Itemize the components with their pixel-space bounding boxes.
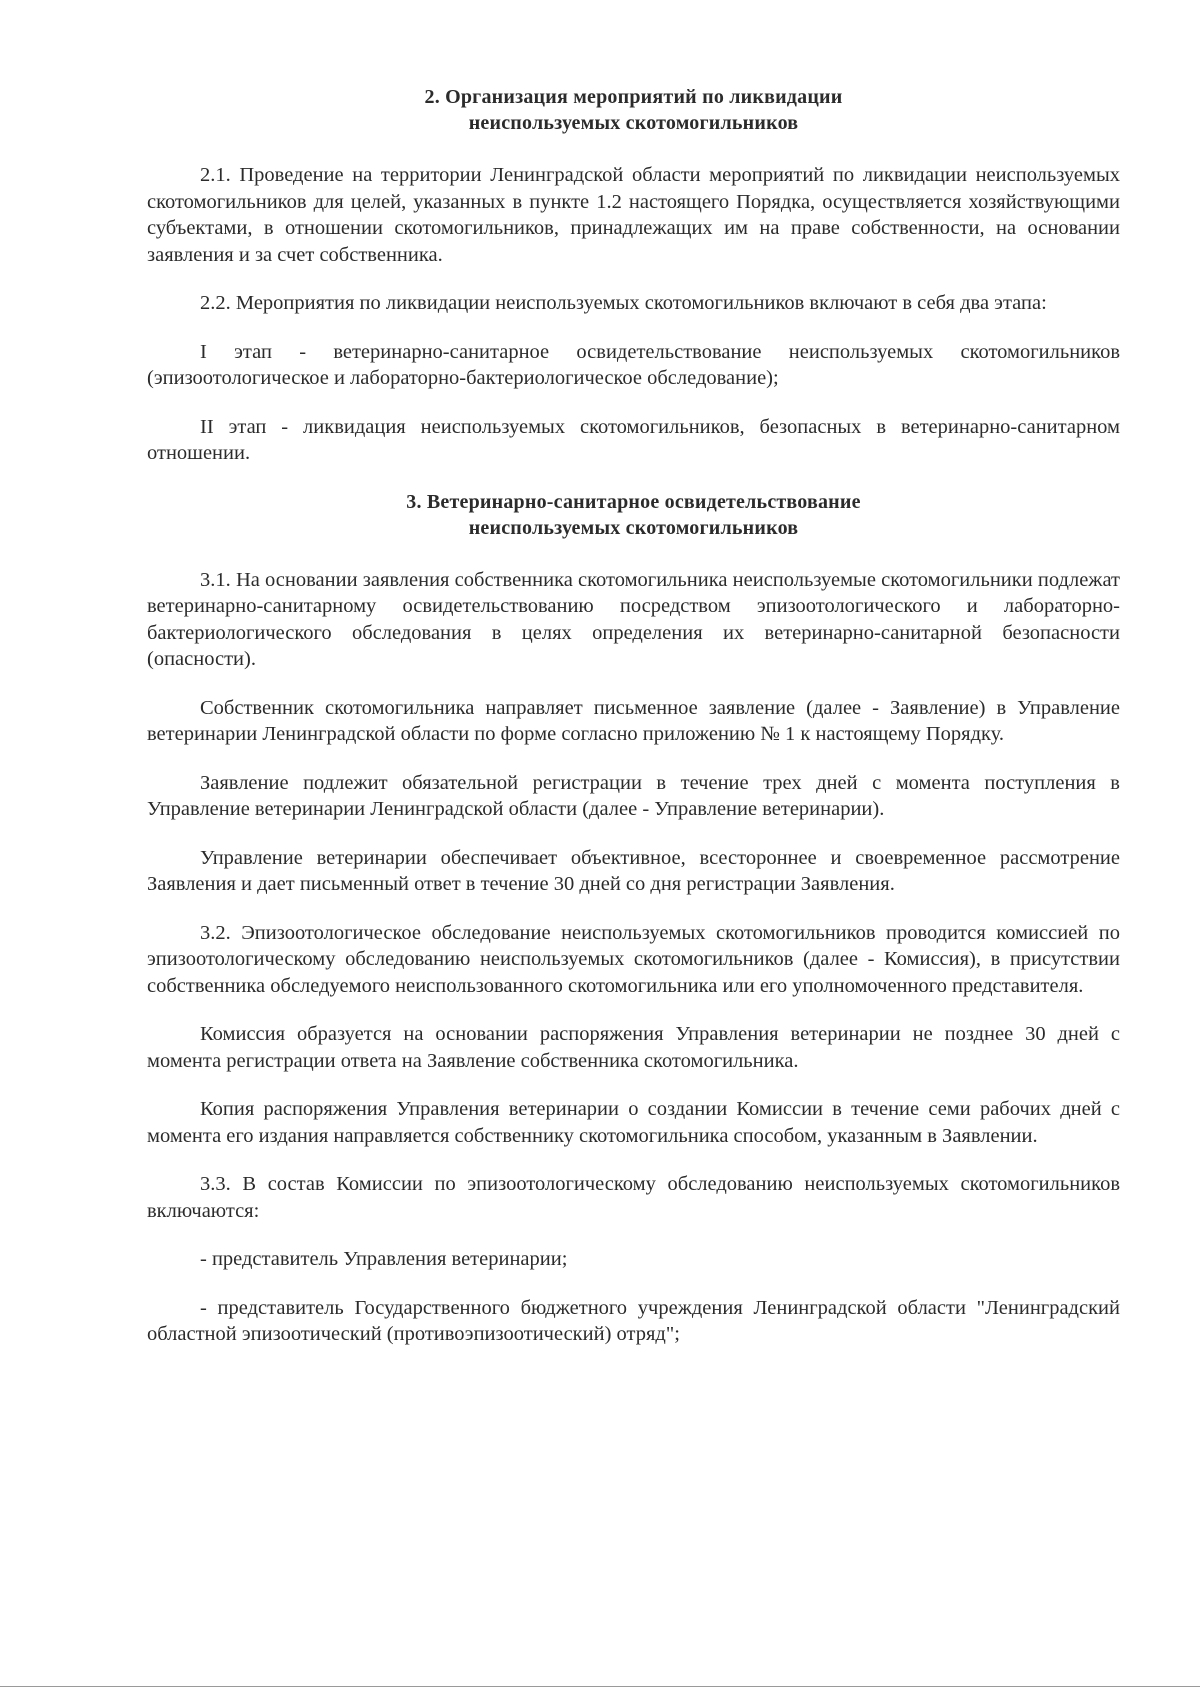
paragraph-stage-2: II этап - ликвидация неиспользуемых скотомогильников, безопасных в ветеринарно-санитарном отношении. [147,415,1120,464]
list-item-veterinary-representative: - представитель Управления ветеринарии; [200,1248,568,1270]
section-2-heading-line-1: 2. Организация мероприятий по ликвидации [424,86,843,108]
list-item-epizootic-unit-representative: - представитель Государственного бюджетного учреждения Ленинградской области "Ленинградский областной эпизоотический (противоэпизоотический) отряд"; [147,1296,1120,1345]
section-2-heading [147,84,1120,136]
paragraph-copy: Копия распоряжения Управления ветеринарии о создании Комиссии в течение семи рабочих дней с момента его издания направляется собственнику скотомогильника способом, указанным в Заявлении. [147,1098,1120,1147]
section-3-heading-line-2: неиспользуемых скотомогильников [468,516,799,539]
paragraph-3-1: 3.1. На основании заявления собственника скотомогильника неиспользуемые скотомогильники подлежат ветеринарно-санитарному освидетельствованию посредством эпизоотологического и лабораторно-бактериологического обследования в целях определения их ветеринарно-санитарной безопасности (опасности). [147,568,1120,670]
section-2-heading-line-2: неиспользуемых скотомогильников [468,112,799,134]
paragraph-3-2: 3.2. Эпизоотологическое обследование неиспользуемых скотомогильников проводится комиссией по эпизоотологическому обследованию неиспользуемых скотомогильников (далее - Комиссия), в присутствии собственника обследуемого неиспользованного скотомогильника или его уполномоченного представителя. [147,921,1120,997]
paragraph-stage-1: I этап - ветеринарно-санитарное освидетельствование неиспользуемых скотомогильников (эпизоотологическое и лабораторно-бактериологическое обследование); [147,340,1120,389]
paragraph-review: Управление ветеринарии обеспечивает объективное, всестороннее и своевременное рассмотрение Заявления и дает письменный ответ в течение 30 дней со дня регистрации Заявления. [147,846,1120,895]
paragraph-registration: Заявление подлежит обязательной регистрации в течение трех дней с момента поступления в Управление ветеринарии Ленинградской области (далее - Управление ветеринарии). [147,771,1120,820]
section-3-heading [147,489,1120,541]
paragraph-2-2: 2.2. Мероприятия по ликвидации неиспользуемых скотомогильников включают в себя два этапа: [200,292,1047,314]
paragraph-3-3: 3.3. В состав Комиссии по эпизоотологическому обследованию неиспользуемых скотомогильников включаются: [147,1173,1120,1222]
paragraph-2-1: 2.1. Проведение на территории Ленинградской области мероприятий по ликвидации неиспользуемых скотомогильников для целей, указанных в пункте 1.2 настоящего Порядка, осуществляется хозяйствующими субъектами, в отношении скотомогильников, принадлежащих им на праве собственности, на основании заявления и за счет собственника. [147,164,1120,266]
paragraph-commission: Комиссия образуется на основании распоряжения Управления ветеринарии не позднее 30 дней с момента регистрации ответа на Заявление собственника скотомогильника. [147,1023,1120,1072]
section-3-heading-line-1: 3. Ветеринарно-санитарное освидетельствование [406,490,861,513]
paragraph-owner-application: Собственник скотомогильника направляет письменное заявление (далее - Заявление) в Управление ветеринарии Ленинградской области по форме согласно приложению № 1 к настоящему Порядку. [147,696,1120,745]
page-bottom-edge [0,1686,1200,1687]
